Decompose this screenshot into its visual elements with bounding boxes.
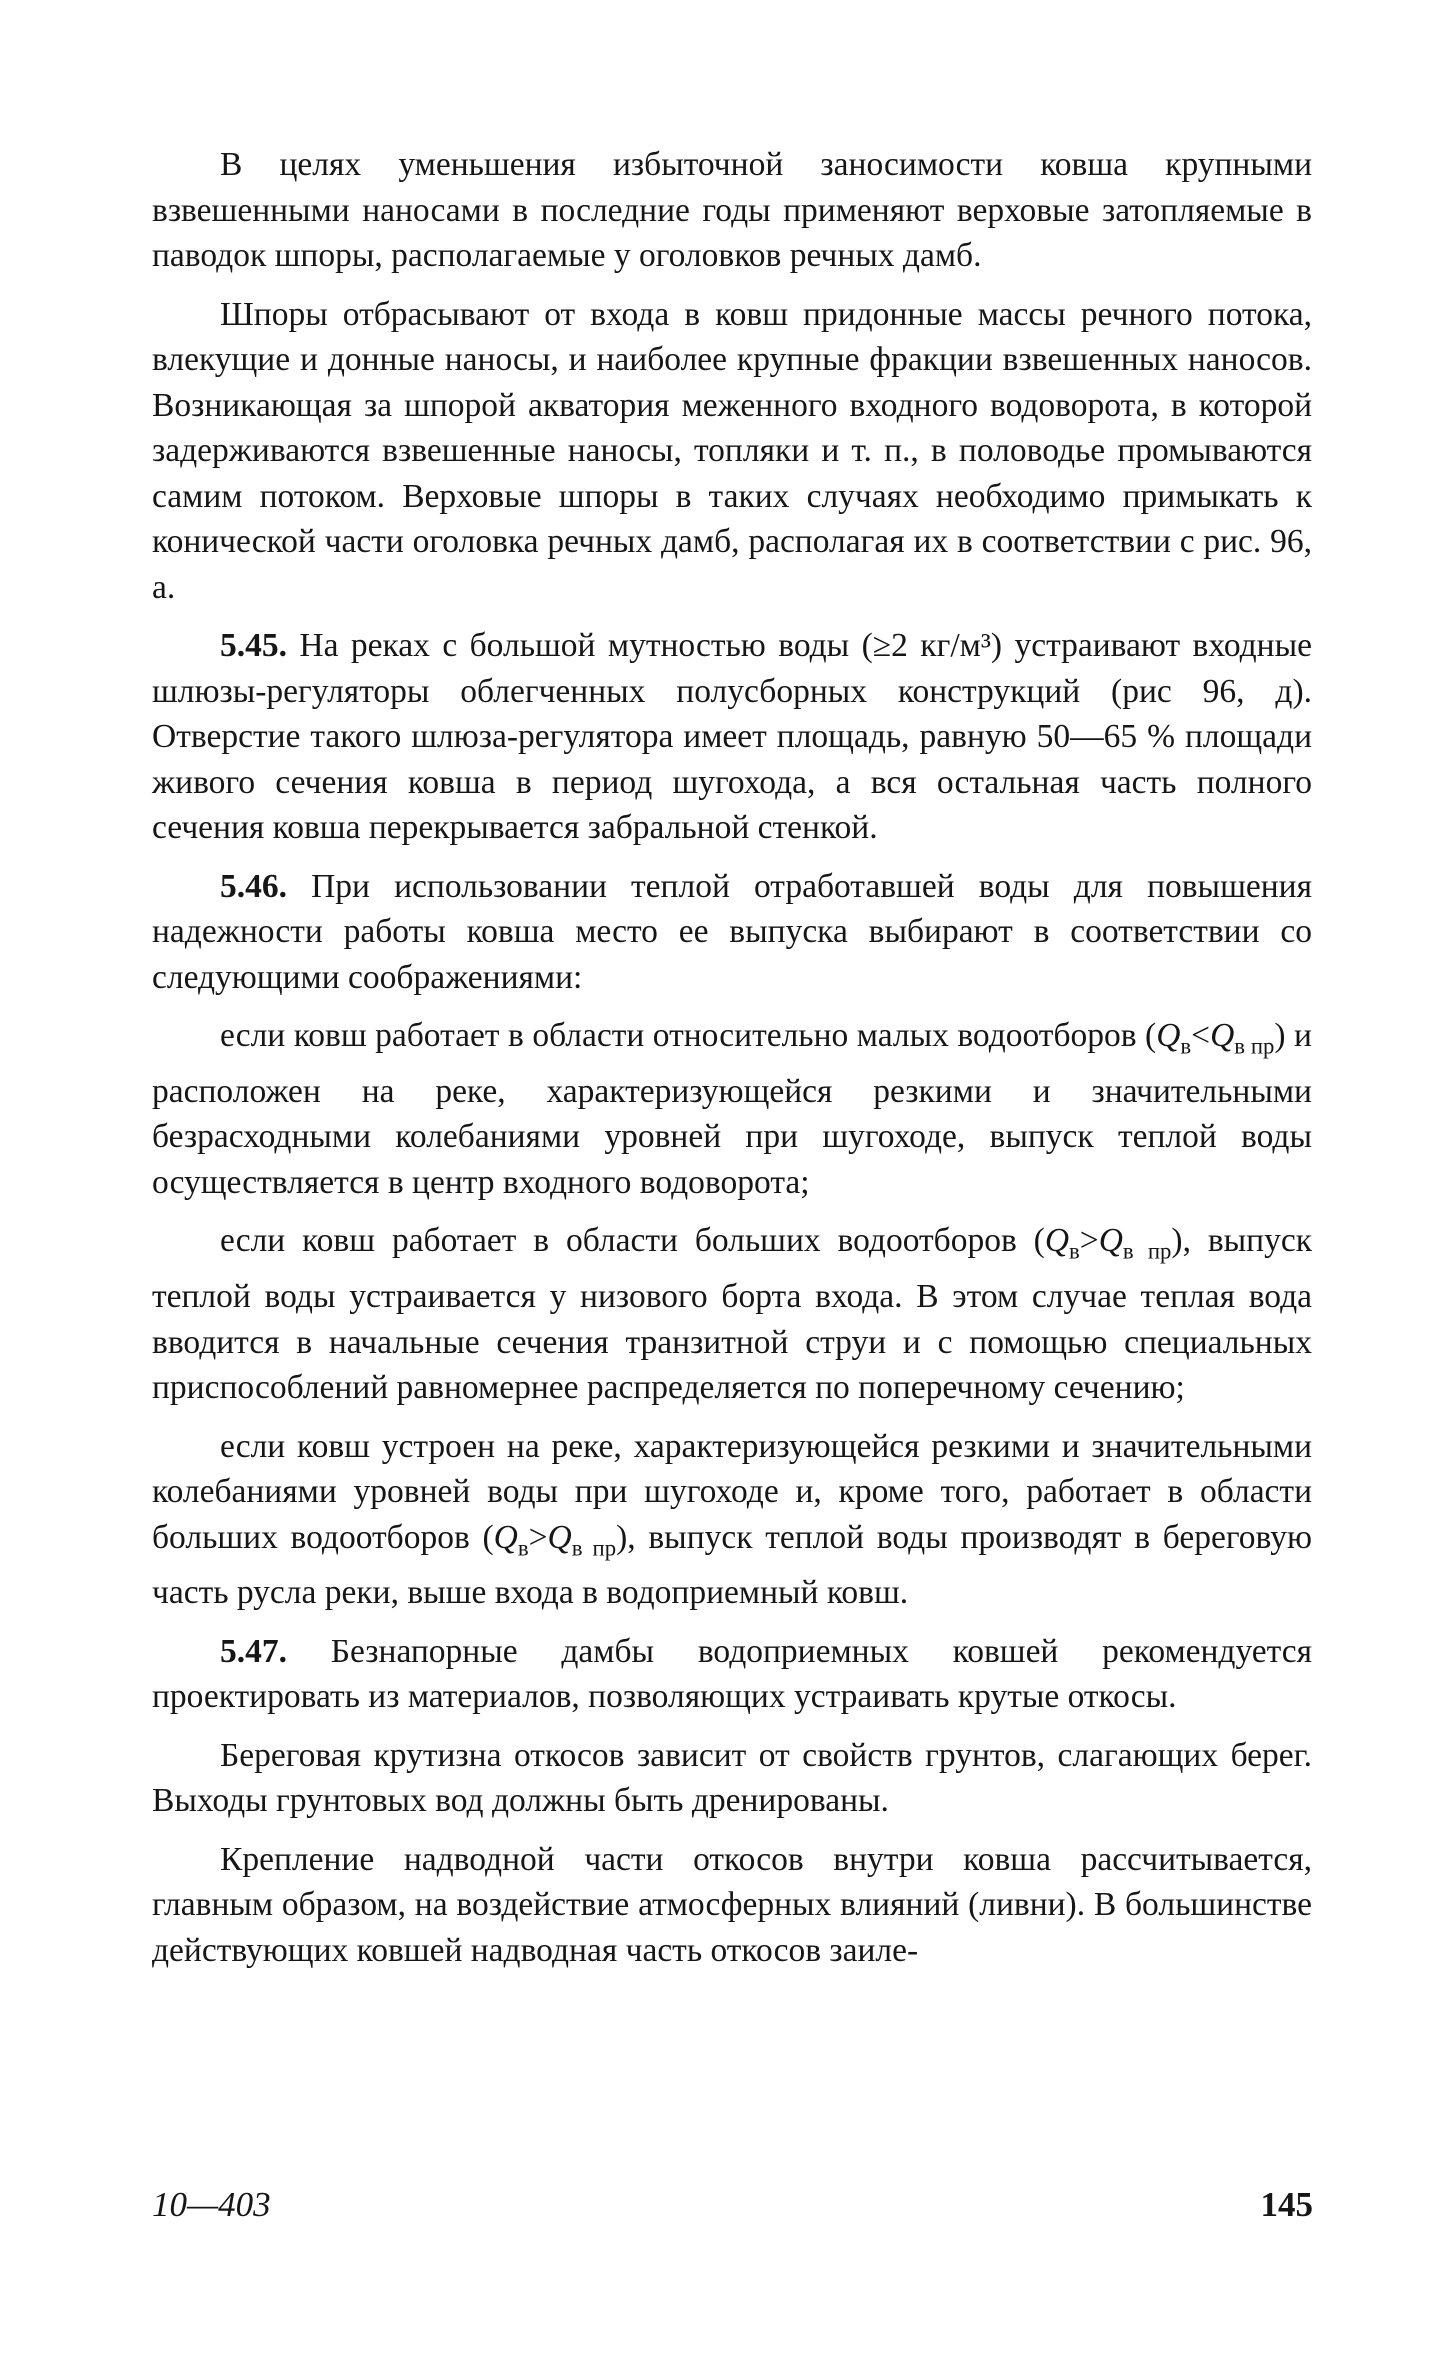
text-body (152, 142, 1312, 1986)
paragraph-5-47: 5.47. Безнапорные дамбы водоприемных ковшей рекомендуется проектировать из материалов, позволяющих устраивать крутые откосы. (152, 1632, 1312, 1716)
clause-number: 5.46. (220, 867, 287, 905)
paragraph: если ковш работает в области относительно малых водоотборов $(Q_в<Q_{в пр})$ и расположен на реке, характеризующейся резкими и значительными безрасходными колебаниями уровней при шугоходе, выпуск теплой воды осуществляется в центр входного водоворота; (152, 1017, 1312, 1201)
paragraph: Крепление надводной части откосов внутри ковша рассчитывается, главным образом, на воздействие атмосферных влияний (ливни). В большинстве действующих ковшей надводная часть откосов заиле- (152, 1840, 1312, 1969)
paragraph: Шпоры отбрасывают от входа в ковш придонные массы речного потока, влекущие и донные наносы, и наиболее крупные фракции взвешенных наносов. Возникающая за шпорой акватория меженного входного водоворота, в которой задерживаются взвешенные наносы, топляки и т. п., в половодье промываются самим потоком. Верховые шпоры в таких случаях необходимо примыкать к конической части оголовка речных дамб, располагая их в соответствии с рис. 96, а. (152, 295, 1312, 606)
clause-number: 5.47. (220, 1632, 287, 1670)
paragraph: Береговая крутизна откосов зависит от свойств грунтов, слагающих берег. Выходы грунтовых вод должны быть дренированы. (152, 1736, 1312, 1820)
paragraph-5-46: 5.46. При использовании теплой отработавшей воды для повышения надежности работы ковша место ее выпуска выбирают в соответствии со следующими соображениями: (152, 867, 1312, 996)
paragraph: если ковш устроен на реке, характеризующейся резкими и значительными колебаниями уровней воды при шугоходе и, кроме того, работает в области больших водоотборов $(Q_в>Q_{в пр})$, выпуск теплой воды производят в береговую часть русла реки, выше входа в водоприемный ковш. (152, 1427, 1312, 1612)
page-number: 145 (1260, 2185, 1313, 2224)
signature-mark: 10—403 (152, 2185, 271, 2224)
paragraph: В целях уменьшения избыточной заносимости ковша крупными взвешенными наносами в последние годы применяют верховые затопляемые в паводок шпоры, располагаемые у оголовков речных дамб. (152, 146, 1312, 274)
paragraph: если ковш работает в области больших водоотборов $(Q_в>Q_{в пр})$, выпуск теплой воды устраивается у низового борта входа. В этом случае теплая вода вводится в начальные сечения транзитной струи и с помощью специальных приспособлений равномернее распределяется по поперечному сечению; (152, 1222, 1312, 1407)
paragraph-5-45: 5.45. На реках с большой мутностью воды (≥2 кг/м³) устраивают входные шлюзы-регуляторы облегченных полусборных конструкций (рис 96, д). Отверстие такого шлюза-регулятора имеет площадь, равную 50—65 % площади живого сечения ковша в период шугохода, а вся остальная часть полного сечения ковша перекрывается забральной стенкой. (152, 627, 1312, 846)
clause-number: 5.45. (220, 627, 287, 664)
